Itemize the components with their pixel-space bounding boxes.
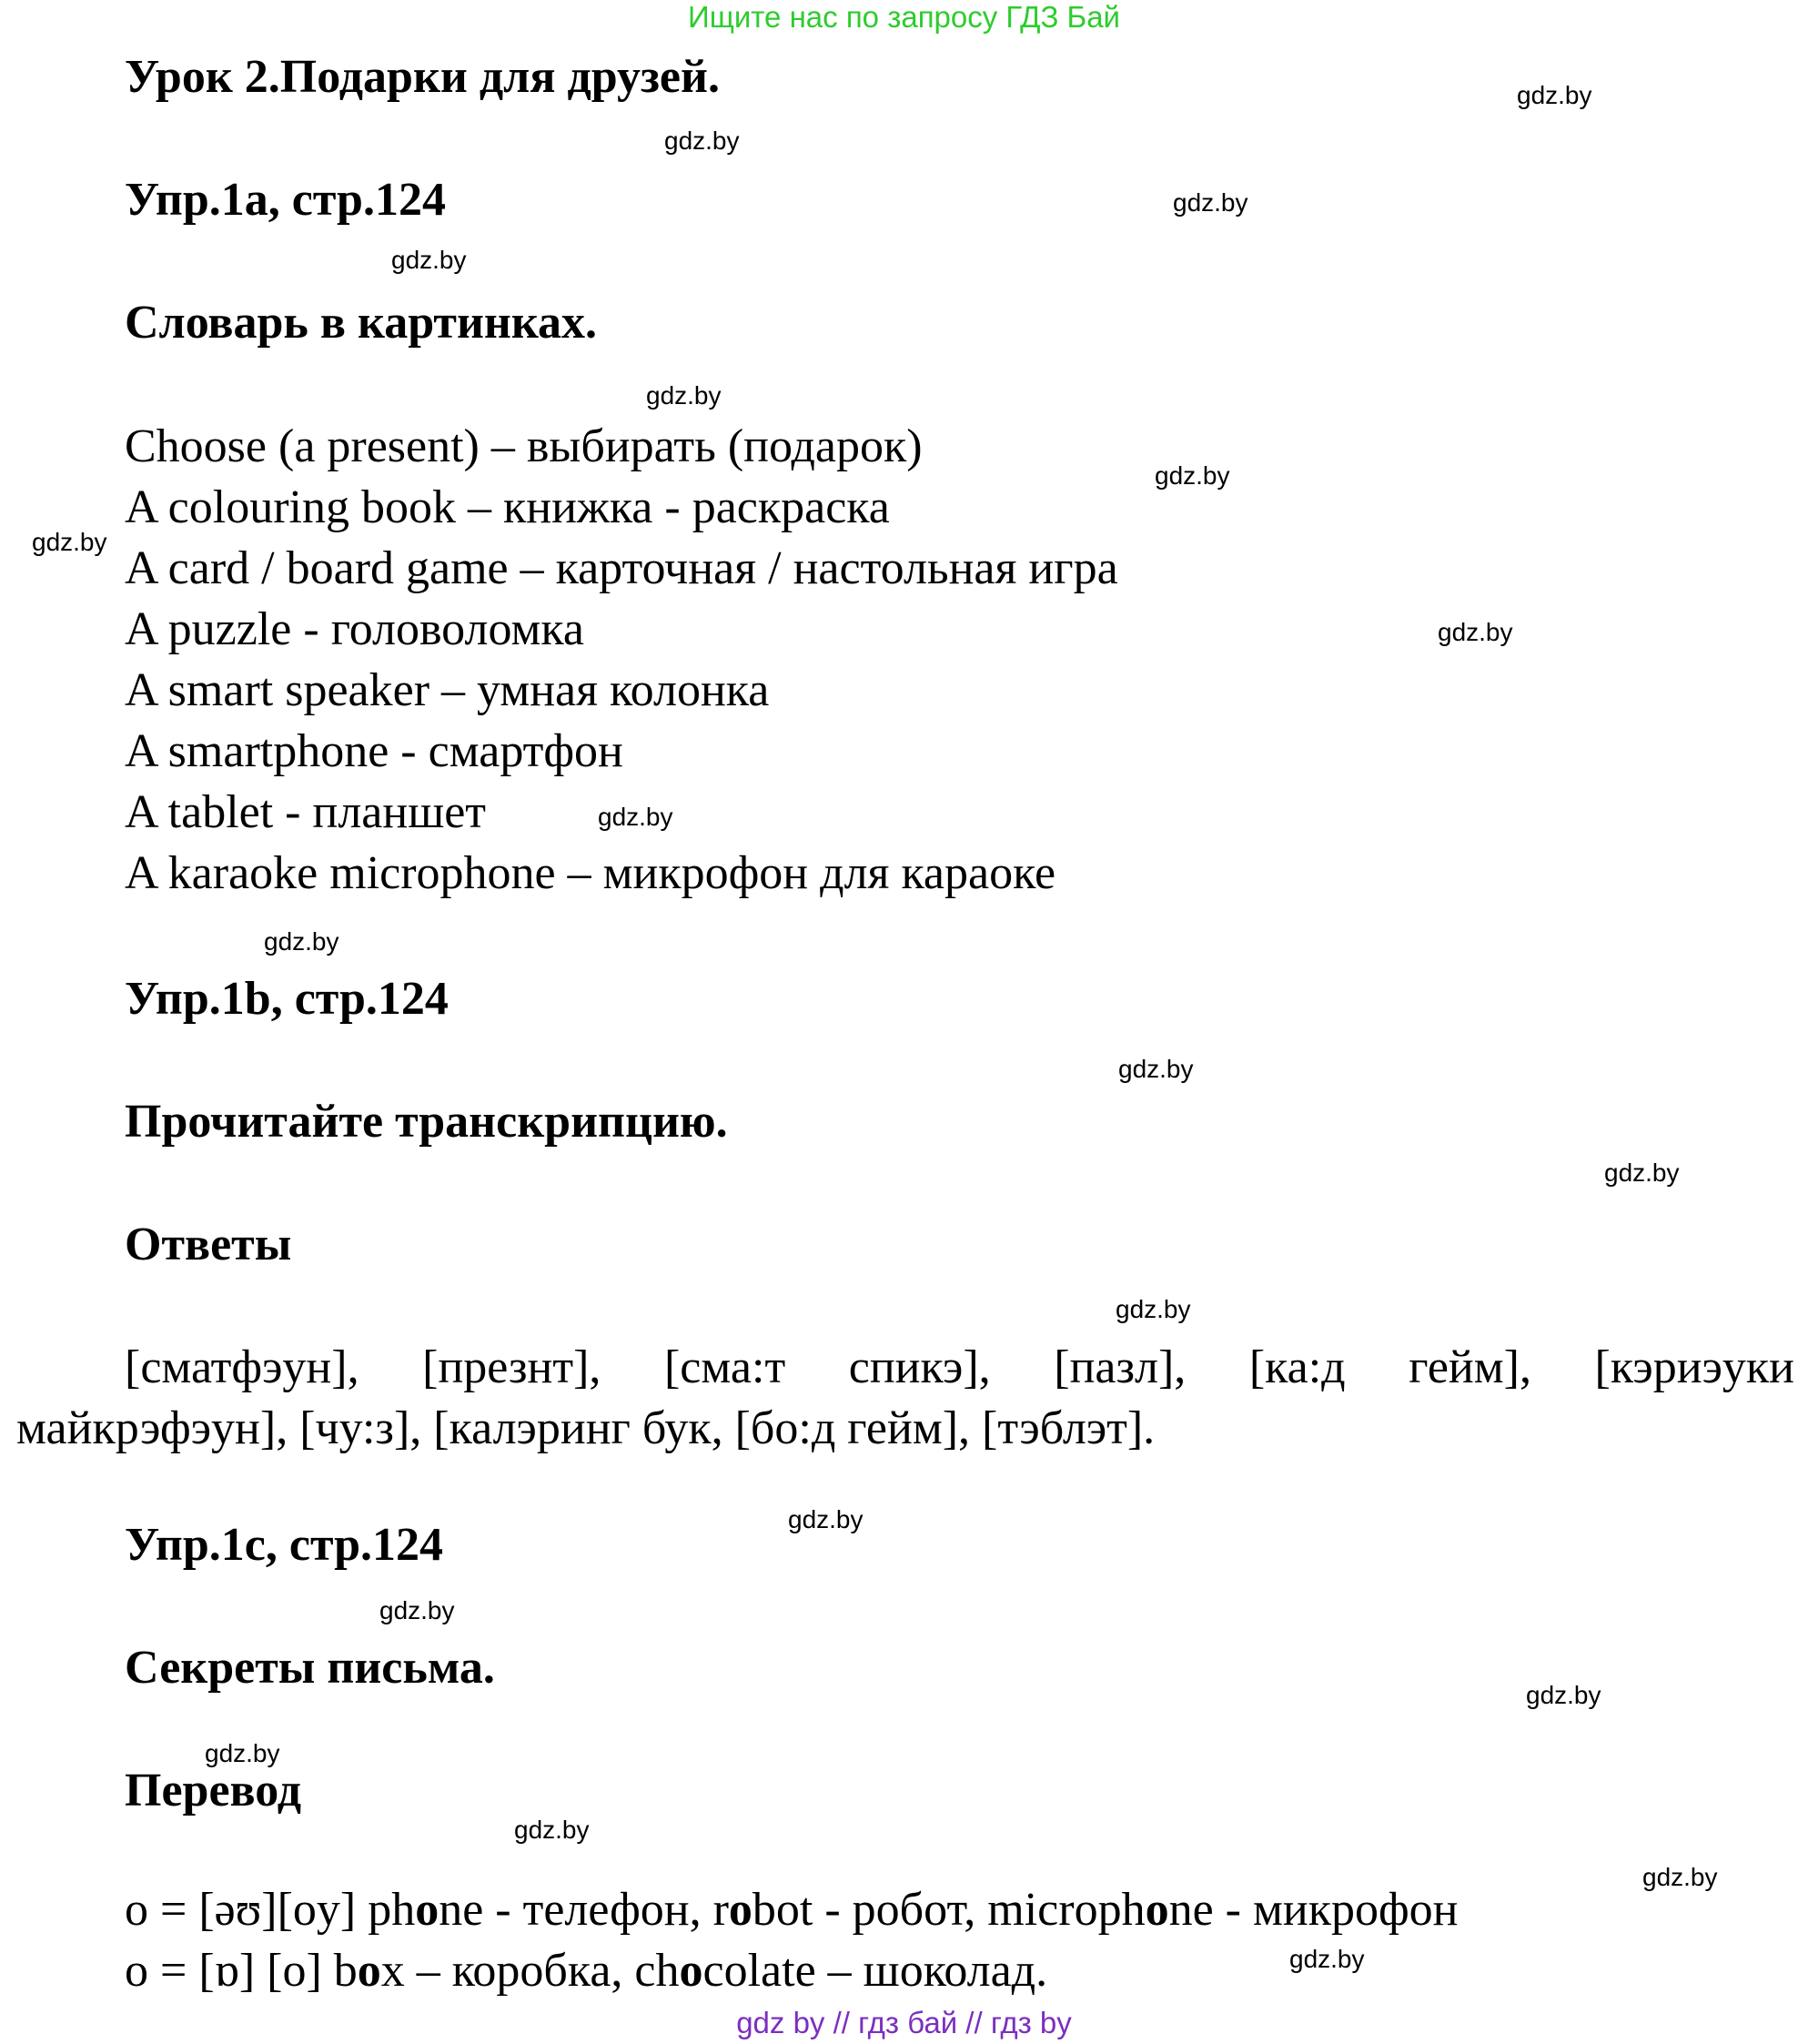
vocab-item: Choose (a present) – выбирать (подарок) <box>125 420 923 472</box>
exercise-1b-title: Упр.1b, стр.124 <box>125 973 449 1025</box>
rule-highlight: o <box>357 1945 381 1997</box>
rule-highlight: o <box>415 1884 439 1936</box>
answer-word: [ка:д <box>1248 1341 1346 1393</box>
watermark: gdz.by <box>1526 1681 1601 1709</box>
rule-highlight: o <box>1145 1884 1169 1936</box>
watermark: gdz.by <box>264 927 339 956</box>
spelling-rule-2 <box>125 1943 1047 1999</box>
watermark: gdz.by <box>32 528 107 556</box>
translation-heading: Перевод <box>125 1765 302 1816</box>
watermark: gdz.by <box>514 1816 590 1844</box>
rule-highlight: o <box>728 1884 752 1936</box>
spelling-rule-1 <box>125 1882 1458 1938</box>
watermark: gdz.by <box>379 1596 455 1624</box>
answer-line-1 <box>125 1340 1794 1396</box>
footer: gdz by // гдз бай // гдз by <box>736 2006 1072 2039</box>
exercise-1c-title: Упр.1c, стр.124 <box>125 1519 444 1571</box>
answers-heading: Ответы <box>125 1219 292 1270</box>
rule-text: x – коробка, ch <box>380 1945 680 1997</box>
answer-word: [презнт], <box>422 1341 601 1393</box>
vocab-item: A puzzle - головоломка <box>125 603 584 655</box>
answer-word: [сма:т <box>663 1341 786 1393</box>
watermark: gdz.by <box>1289 1945 1365 1973</box>
watermark: gdz.by <box>598 803 673 831</box>
top-banner: Ищите нас по запросу ГДЗ Бай <box>688 0 1120 34</box>
vocab-item: A smartphone - смартфон <box>125 725 623 777</box>
watermark: gdz.by <box>1438 618 1513 646</box>
rule-text: ne - микрофон <box>1168 1884 1459 1936</box>
rule-text: o = [əʊ][oy] ph <box>125 1884 416 1936</box>
watermark: gdz.by <box>788 1505 864 1533</box>
watermark: gdz.by <box>1155 461 1230 490</box>
watermark: gdz.by <box>646 381 722 410</box>
rule-text: ne - телефон, r <box>439 1884 729 1936</box>
answer-word: гейм], <box>1409 1341 1531 1393</box>
watermark: gdz.by <box>1173 188 1248 217</box>
rule-text: colate – шоколад. <box>702 1945 1048 1997</box>
rule-text: o = [ɒ] [o] b <box>125 1945 358 1997</box>
answer-line-2: майкрэфэун], [чу:з], [калэринг бук, [бо:д гейм], [тэблэт]. <box>16 1402 1156 1454</box>
rule-text: oph <box>1074 1884 1146 1936</box>
watermark: gdz.by <box>1642 1863 1718 1891</box>
answer-word: [пазл], <box>1054 1341 1187 1393</box>
rule-highlight: o <box>679 1945 703 1997</box>
answer-word: [сматфэун], <box>125 1341 359 1393</box>
vocab-item: A card / board game – карточная / настольная игра <box>125 542 1118 594</box>
vocab-item: A smart speaker – умная колонка <box>125 664 770 716</box>
watermark: gdz.by <box>1118 1055 1194 1083</box>
watermark: gdz.by <box>664 126 740 155</box>
watermark: gdz.by <box>391 246 467 274</box>
exercise-1c-subtitle: Секреты письма. <box>125 1642 495 1694</box>
exercise-1a-subtitle: Словарь в картинках. <box>125 297 598 349</box>
watermark: gdz.by <box>1116 1295 1191 1323</box>
rule-text: bot - робот, micr <box>752 1884 1075 1936</box>
vocab-item: A karaoke microphone – микрофон для караоке <box>125 847 1056 899</box>
watermark: gdz.by <box>205 1739 280 1767</box>
vocab-item: A tablet - планшет <box>125 786 487 838</box>
watermark: gdz.by <box>1604 1159 1680 1187</box>
watermark: gdz.by <box>1517 81 1592 109</box>
answer-word: спикэ], <box>848 1341 991 1393</box>
vocab-item: A colouring book – книжка - раскраска <box>125 481 890 533</box>
answer-word: [кэриэуки <box>1594 1341 1794 1393</box>
lesson-title: Урок 2.Подарки для друзей. <box>125 51 720 103</box>
exercise-1b-subtitle: Прочитайте транскрипцию. <box>125 1096 728 1148</box>
exercise-1a-title: Упр.1a, стр.124 <box>125 174 446 226</box>
